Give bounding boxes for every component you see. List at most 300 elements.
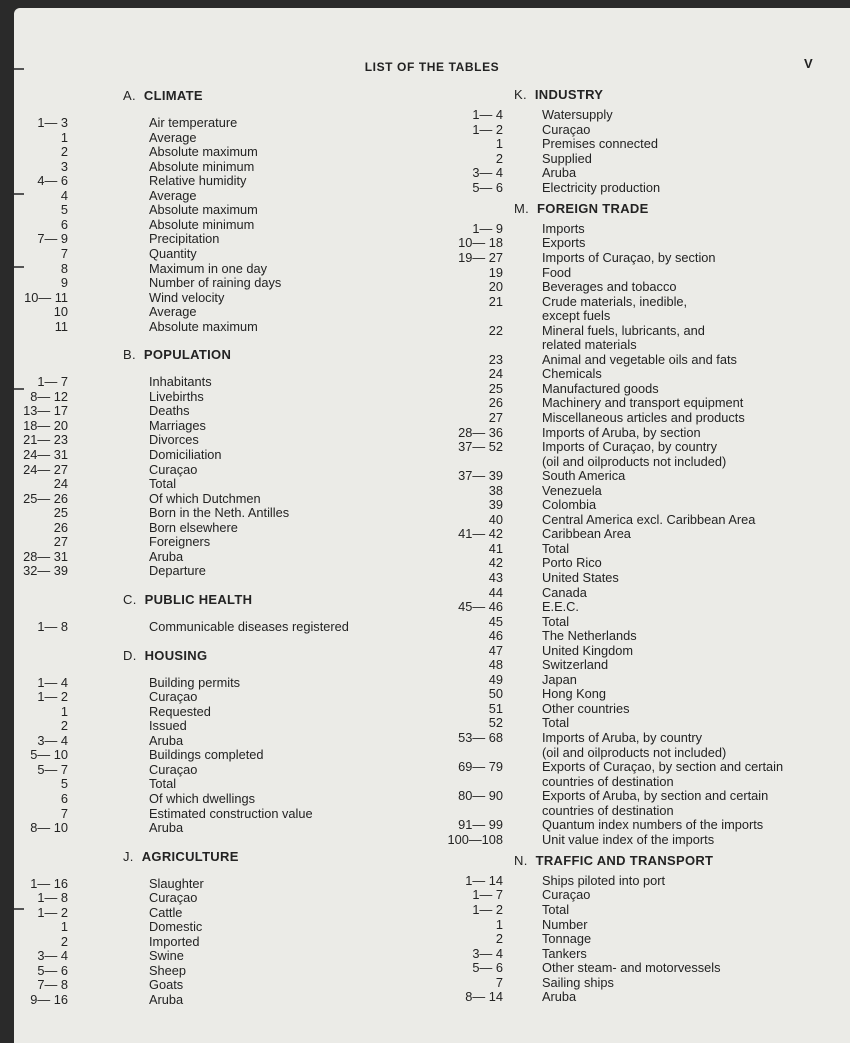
section-title: CLIMATE — [143, 88, 203, 103]
table-number: 69— 79 — [458, 759, 503, 775]
table-list-item — [16, 877, 349, 892]
table-list-item — [446, 775, 783, 790]
table-list-item — [16, 535, 349, 550]
table-number: 8— 12 — [30, 388, 68, 404]
table-list-item — [16, 964, 349, 979]
left-column — [16, 89, 349, 1008]
table-title: Japan — [542, 671, 577, 687]
table-title: Quantity — [149, 245, 197, 261]
table-title: Absolute minimum — [149, 158, 255, 174]
section-letter: D. — [123, 647, 137, 663]
table-number: 1— 4 — [472, 107, 503, 123]
table-title: Porto Rico — [542, 555, 602, 571]
table-title: Average — [149, 304, 197, 320]
table-title: Average — [149, 187, 197, 203]
table-number: 1 — [495, 916, 503, 932]
table-title: Curaçao — [542, 121, 591, 137]
table-list-item — [446, 137, 783, 152]
table-number: 25 — [488, 380, 503, 396]
table-list-item — [446, 108, 783, 123]
table-title: Born elsewhere — [149, 519, 238, 535]
table-number: 32— 39 — [23, 563, 68, 579]
section-title: PUBLIC HEALTH — [144, 591, 253, 607]
table-title: Quantum index numbers of the imports — [542, 817, 764, 833]
table-title: Central America excl. Caribbean Area — [542, 511, 756, 527]
table-list-item — [16, 203, 349, 218]
table-list-item — [446, 426, 783, 441]
section-letter: N. — [514, 852, 528, 868]
table-number: 22 — [488, 322, 503, 338]
page-number: V — [804, 56, 813, 71]
table-title: Domestic — [149, 919, 203, 935]
table-list-item — [16, 262, 349, 277]
table-title: Crude materials, inedible, — [542, 293, 688, 309]
table-number: 100—108 — [447, 831, 503, 847]
table-number — [446, 338, 503, 353]
table-title: Tonnage — [542, 931, 592, 947]
table-number: 43 — [488, 570, 503, 585]
table-list-item — [446, 658, 783, 673]
table-number: 18— 20 — [23, 417, 68, 433]
table-list-item — [446, 731, 783, 746]
table-number: 5 — [60, 202, 68, 218]
table-list-item — [446, 498, 783, 513]
table-title: countries of destination — [542, 802, 674, 818]
table-number — [446, 455, 503, 470]
table-title: Cattle — [149, 904, 183, 920]
table-list-item — [446, 353, 783, 368]
right-column — [446, 88, 783, 1005]
table-number: 24 — [488, 366, 503, 382]
table-number: 45— 46 — [458, 599, 503, 615]
table-title: Absolute maximum — [149, 202, 258, 218]
section-heading — [16, 850, 349, 865]
table-number: 8— 14 — [465, 989, 503, 1005]
section-heading — [16, 348, 349, 363]
table-list-item — [16, 145, 349, 160]
table-title: Caribbean Area — [542, 526, 631, 542]
table-number: 2 — [60, 718, 68, 734]
table-number: 9— 16 — [30, 992, 68, 1008]
table-number: 7 — [495, 974, 503, 990]
table-title: Average — [149, 129, 197, 145]
table-list-item — [446, 527, 783, 542]
table-list-item — [16, 218, 349, 233]
table-number — [446, 309, 503, 324]
table-number: 24— 31 — [23, 447, 68, 463]
table-title: Sheep — [149, 962, 187, 978]
table-list-item — [446, 382, 783, 397]
table-number: 39 — [488, 497, 503, 513]
table-list-item — [16, 777, 349, 792]
table-number: 1— 9 — [472, 220, 503, 236]
table-title: Manufactured goods — [542, 380, 659, 396]
table-title: Imported — [149, 933, 200, 949]
table-title: Issued — [149, 718, 187, 734]
table-number: 2 — [495, 931, 503, 947]
table-list-item — [446, 804, 783, 819]
table-section — [16, 593, 349, 635]
table-number: 1— 2 — [472, 902, 503, 918]
section-heading — [16, 593, 349, 608]
table-list-item — [446, 152, 783, 167]
table-title: Venezuela — [542, 482, 602, 498]
table-number: 6 — [60, 216, 68, 232]
table-title: Unit value index of the imports — [542, 831, 715, 847]
table-list-item — [446, 789, 783, 804]
table-section — [16, 89, 349, 334]
table-title: Total — [542, 715, 570, 731]
table-title: Aruba — [149, 732, 184, 748]
table-number: 42 — [488, 555, 503, 571]
section-letter: B. — [123, 347, 136, 363]
table-title: Swine — [149, 948, 184, 964]
table-list-item — [446, 411, 783, 426]
table-list-item — [446, 440, 783, 455]
table-list-item — [446, 469, 783, 484]
table-title: Divorces — [149, 432, 199, 448]
table-title: Imports of Aruba, by section — [542, 424, 701, 440]
table-list-item — [446, 990, 783, 1005]
table-title: Maximum in one day — [149, 260, 268, 276]
table-title: Total — [149, 476, 177, 492]
table-title: Total — [542, 902, 570, 918]
table-number: 49 — [488, 671, 503, 687]
table-list-item — [16, 390, 349, 405]
table-title: Total — [542, 540, 570, 556]
table-list-item — [16, 189, 349, 204]
table-number: 28— 31 — [23, 548, 68, 564]
table-number: 52 — [488, 715, 503, 731]
table-title: South America — [542, 468, 626, 484]
table-list-item — [446, 874, 783, 889]
table-list-item — [16, 821, 349, 836]
table-number: 24 — [53, 476, 68, 492]
table-number: 3— 4 — [37, 948, 68, 964]
table-list-item — [16, 463, 349, 478]
table-list-item — [446, 673, 783, 688]
table-title: Food — [542, 264, 572, 280]
table-number: 44 — [488, 584, 503, 600]
table-number: 37— 39 — [458, 468, 503, 484]
table-list-item — [16, 247, 349, 262]
table-number: 19 — [488, 264, 503, 280]
table-title: Slaughter — [149, 875, 204, 891]
table-title: Ships piloted into port — [542, 872, 666, 888]
table-list-item — [16, 521, 349, 536]
table-list-item — [446, 600, 783, 615]
table-number: 25— 26 — [23, 490, 68, 506]
table-list-item — [446, 571, 783, 586]
table-number: 80— 90 — [458, 788, 503, 804]
table-list-item — [446, 687, 783, 702]
table-number: 41— 42 — [458, 526, 503, 542]
table-list-item — [16, 232, 349, 247]
table-list-item — [16, 705, 349, 720]
table-list-item — [16, 620, 349, 635]
table-list-item — [446, 586, 783, 601]
table-number: 4 — [60, 187, 68, 203]
table-list-item — [16, 116, 349, 131]
table-title: Marriages — [149, 417, 206, 433]
table-section — [446, 854, 783, 1005]
table-number: 1 — [60, 129, 68, 145]
table-number: 21 — [488, 293, 503, 309]
table-list-item — [16, 978, 349, 993]
table-title: Colombia — [542, 497, 597, 513]
table-title: Curaçao — [149, 890, 198, 906]
section-heading — [446, 202, 783, 217]
table-title: Building permits — [149, 674, 241, 690]
table-list-item — [16, 305, 349, 320]
table-list-item — [16, 320, 349, 335]
table-title: Born in the Neth. Antilles — [149, 505, 290, 521]
table-number: 28— 36 — [458, 424, 503, 440]
table-number: 1— 2 — [472, 121, 503, 137]
table-list-item — [16, 433, 349, 448]
table-title: Buildings completed — [149, 747, 264, 763]
table-title: Miscellaneous articles and products — [542, 409, 745, 425]
table-number: 5— 10 — [30, 747, 68, 763]
table-title: Imports — [542, 220, 585, 236]
table-list-item — [446, 888, 783, 903]
table-number: 26 — [488, 395, 503, 411]
table-title: Other countries — [542, 700, 630, 716]
table-list-item — [446, 746, 783, 761]
table-list-item — [446, 455, 783, 470]
table-number: 26 — [53, 519, 68, 535]
table-list-item — [16, 506, 349, 521]
table-number: 19— 27 — [458, 249, 503, 265]
table-title: Tankers — [542, 945, 587, 961]
table-title: Beverages and tobacco — [542, 279, 677, 295]
table-number: 3— 4 — [472, 165, 503, 181]
table-number: 1— 7 — [37, 374, 68, 390]
table-number: 27 — [488, 409, 503, 425]
table-title: Precipitation — [149, 231, 220, 247]
table-number — [446, 775, 503, 790]
table-number: 1 — [495, 136, 503, 152]
table-list-item — [446, 542, 783, 557]
table-title: Other steam- and motorvessels — [542, 960, 721, 976]
table-list-item — [16, 719, 349, 734]
table-number — [446, 746, 503, 761]
table-title: Aruba — [149, 548, 184, 564]
table-title: Electricity production — [542, 179, 661, 195]
table-number: 6 — [60, 790, 68, 806]
table-title: Machinery and transport equipment — [542, 395, 744, 411]
table-title: E.E.C. — [542, 599, 579, 615]
table-title: (oil and oilproducts not included) — [542, 744, 727, 760]
table-number: 46 — [488, 628, 503, 644]
table-number: 41 — [488, 540, 503, 556]
table-list-item — [446, 181, 783, 196]
table-list-item — [16, 807, 349, 822]
section-letter: M. — [514, 200, 530, 216]
table-number: 7— 9 — [37, 231, 68, 247]
table-title: Exports — [542, 235, 586, 251]
table-number: 5— 7 — [37, 761, 68, 777]
table-list-item — [16, 550, 349, 565]
table-list-item — [16, 419, 349, 434]
table-number: 1— 14 — [465, 872, 503, 888]
table-list-item — [446, 716, 783, 731]
section-heading — [446, 88, 783, 103]
table-list-item — [16, 676, 349, 691]
table-title: Air temperature — [149, 115, 238, 131]
table-title: Of which Dutchmen — [149, 490, 261, 506]
table-title: Number — [542, 916, 588, 932]
table-list-item — [16, 763, 349, 778]
table-list-item — [446, 166, 783, 181]
table-title: Exports of Curaçao, by section and certain — [542, 759, 784, 775]
table-list-item — [446, 760, 783, 775]
table-number: 4— 6 — [37, 173, 68, 189]
table-title: Requested — [149, 703, 211, 719]
table-number: 3 — [60, 158, 68, 174]
table-list-item — [446, 309, 783, 324]
table-title: Sailing ships — [542, 974, 614, 990]
table-list-item — [446, 338, 783, 353]
section-title: HOUSING — [144, 647, 208, 663]
table-title: Curaçao — [149, 461, 198, 477]
table-number: 51 — [488, 700, 503, 716]
section-letter: A. — [123, 88, 136, 103]
table-number: 1 — [60, 919, 68, 935]
table-title: except fuels — [542, 308, 611, 324]
table-list-item — [16, 792, 349, 807]
table-title: related materials — [542, 337, 637, 353]
table-title: Communicable diseases registered — [149, 619, 349, 634]
table-list-item — [16, 375, 349, 390]
section-heading — [16, 89, 349, 104]
table-list-item — [446, 236, 783, 251]
table-title: Absolute minimum — [149, 216, 255, 232]
table-list-item — [16, 291, 349, 306]
table-number: 5— 6 — [472, 179, 503, 195]
table-list-item — [16, 160, 349, 175]
table-title: Imports of Curaçao, by section — [542, 249, 716, 265]
table-number: 27 — [53, 534, 68, 550]
table-title: Curaçao — [149, 689, 198, 705]
table-list-item — [446, 976, 783, 991]
table-number: 2 — [60, 144, 68, 160]
table-title: Exports of Aruba, by section and certain — [542, 788, 769, 804]
table-number: 1— 8 — [37, 619, 68, 634]
table-list-item — [16, 690, 349, 705]
table-title: Watersupply — [542, 107, 613, 123]
table-list-item — [446, 295, 783, 310]
table-number: 53— 68 — [458, 730, 503, 746]
section-title: INDUSTRY — [534, 87, 604, 102]
table-title: Relative humidity — [149, 173, 247, 189]
table-number: 1— 3 — [37, 115, 68, 131]
table-number: 5 — [60, 776, 68, 792]
table-title: Livebirths — [149, 388, 204, 404]
section-letter: C. — [123, 591, 137, 607]
table-number: 13— 17 — [23, 403, 68, 419]
table-title: Premises connected — [542, 136, 658, 152]
table-list-item — [16, 935, 349, 950]
table-title: Wind velocity — [149, 289, 225, 305]
table-list-item — [446, 324, 783, 339]
table-title: Canada — [542, 584, 587, 600]
table-list-item — [16, 276, 349, 291]
table-list-item — [446, 484, 783, 499]
table-title: The Netherlands — [542, 628, 637, 644]
table-title: Curaçao — [149, 761, 198, 777]
table-title: (oil and oilproducts not included) — [542, 453, 727, 469]
table-list-item — [446, 702, 783, 717]
table-list-item — [446, 644, 783, 659]
table-section — [16, 348, 349, 579]
table-list-item — [446, 947, 783, 962]
table-title: Hong Kong — [542, 686, 607, 702]
table-list-item — [16, 492, 349, 507]
table-number: 5— 6 — [472, 960, 503, 976]
table-title: Goats — [149, 977, 184, 993]
table-number: 1— 16 — [30, 875, 68, 891]
table-title: United States — [542, 570, 619, 585]
table-title: Imports of Curaçao, by country — [542, 439, 717, 455]
table-title: Absolute maximum — [149, 318, 258, 334]
table-number: 7— 8 — [37, 977, 68, 993]
table-section — [446, 202, 783, 848]
section-heading — [446, 854, 783, 869]
table-title: Inhabitants — [149, 374, 212, 390]
table-list-item — [446, 367, 783, 382]
table-number: 40 — [488, 511, 503, 527]
table-list-item — [446, 903, 783, 918]
table-number: 50 — [488, 686, 503, 702]
table-number: 11 — [54, 318, 68, 334]
page-title: LIST OF THE TABLES — [364, 60, 500, 74]
table-list-item — [446, 932, 783, 947]
table-list-item — [16, 891, 349, 906]
table-number: 10— 11 — [24, 289, 68, 305]
table-number: 2 — [495, 150, 503, 166]
table-title: Aruba — [542, 989, 577, 1005]
table-number: 1— 2 — [37, 904, 68, 920]
table-title: Total — [149, 776, 177, 792]
table-list-item — [446, 251, 783, 266]
table-title: Of which dwellings — [149, 790, 255, 806]
table-list-item — [446, 556, 783, 571]
table-list-item — [446, 833, 783, 848]
table-list-item — [16, 748, 349, 763]
table-title: Deaths — [149, 403, 190, 419]
table-section — [446, 88, 783, 195]
table-title: Aruba — [149, 992, 184, 1008]
table-number: 1— 7 — [472, 887, 503, 903]
table-title: Mineral fuels, lubricants, and — [542, 322, 705, 338]
table-list-item — [16, 993, 349, 1008]
table-number: 20 — [488, 279, 503, 295]
table-list-item — [446, 918, 783, 933]
table-list-item — [446, 123, 783, 138]
table-title: Foreigners — [149, 534, 211, 550]
table-title: Aruba — [542, 165, 577, 181]
section-heading — [16, 649, 349, 664]
table-list-item — [16, 906, 349, 921]
table-number: 3— 4 — [37, 732, 68, 748]
table-list-item — [446, 222, 783, 237]
table-number: 21— 23 — [23, 432, 68, 448]
table-list-item — [446, 396, 783, 411]
table-title: Animal and vegetable oils and fats — [542, 351, 737, 367]
table-title: Total — [542, 613, 570, 629]
table-title: United Kingdom — [542, 642, 634, 658]
